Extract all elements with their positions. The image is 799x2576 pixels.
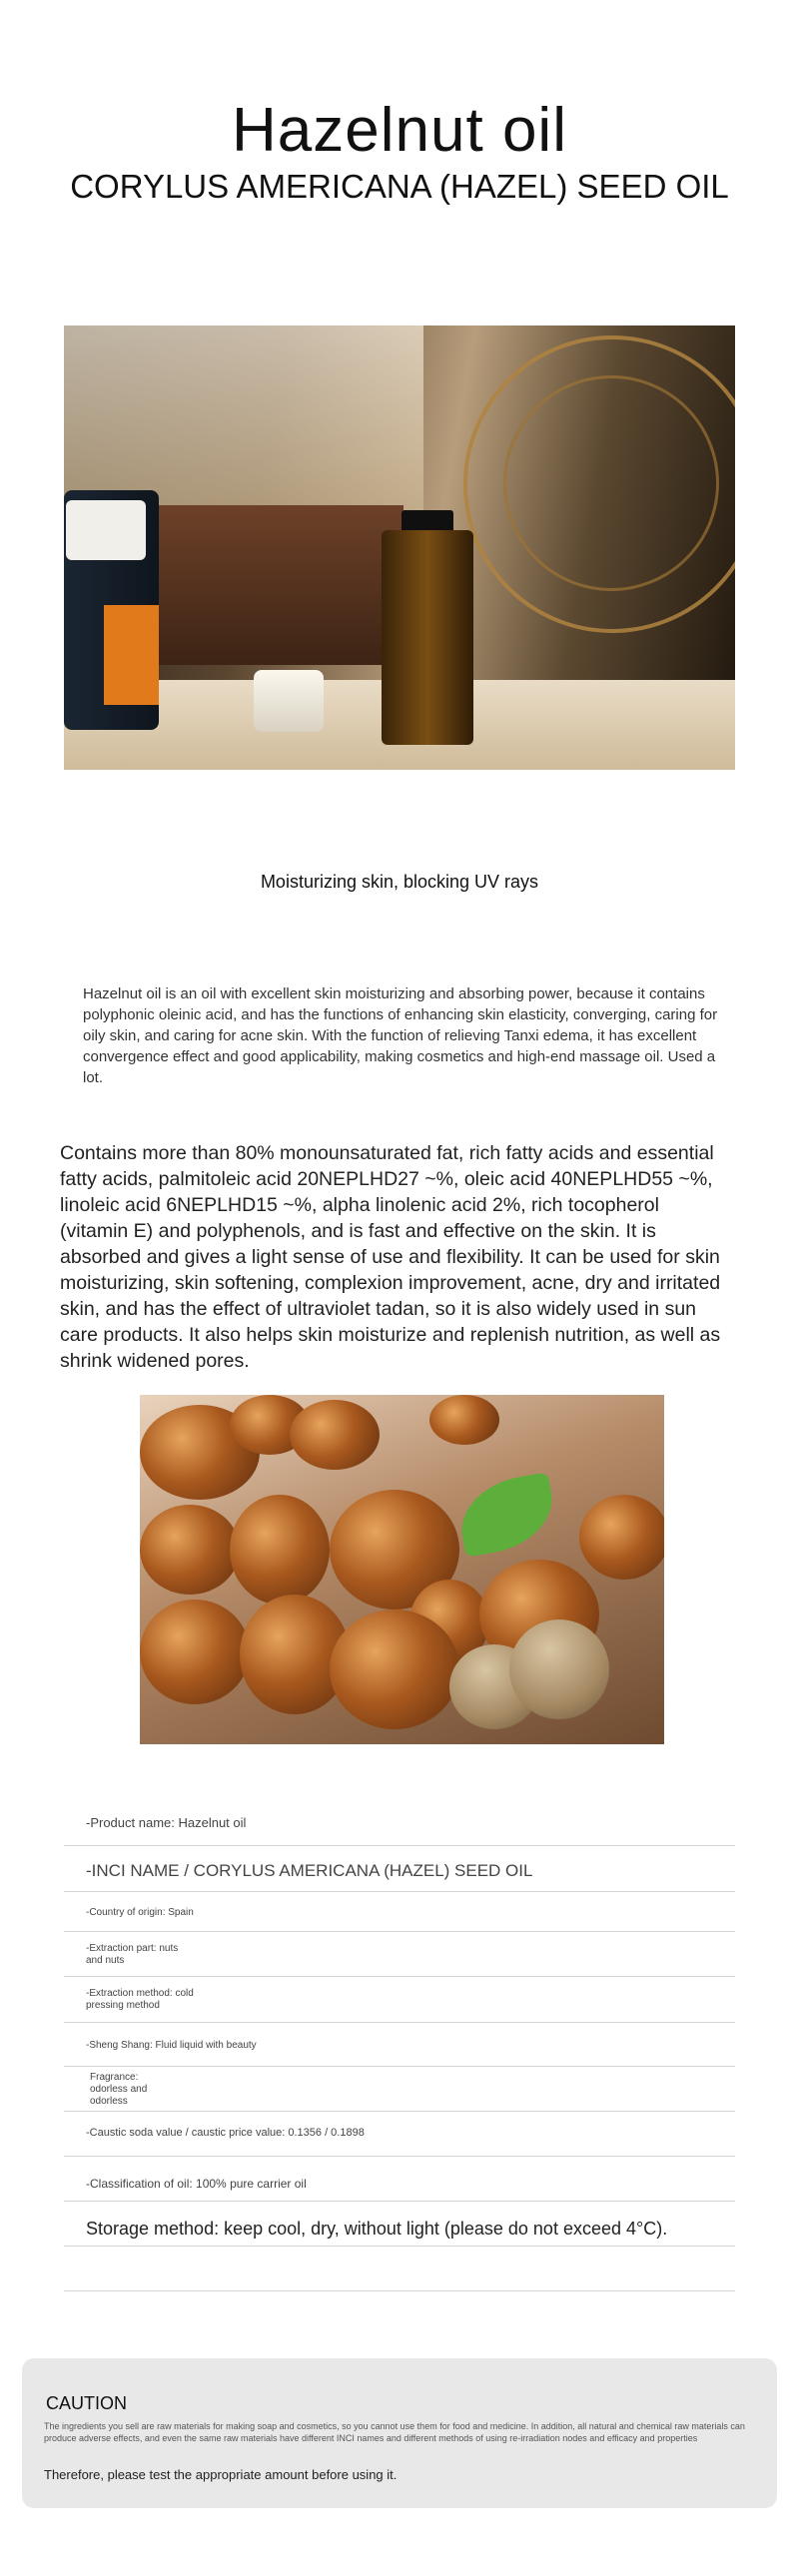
- spec-classification: -Classification of oil: 100% pure carrier oil: [86, 2177, 307, 2191]
- caution-title: CAUTION: [46, 2393, 127, 2413]
- spec-row-origin: [64, 1891, 735, 1932]
- spec-inci-name: -INCI NAME / CORYLUS AMERICANA (HAZEL) SEED OIL: [86, 1861, 533, 1880]
- spec-row-classification: [64, 2156, 735, 2202]
- spec-row-extraction-method: [64, 1976, 735, 2023]
- caution-footer: Therefore, please test the appropriate amount before using it.: [44, 2467, 398, 2482]
- intro-paragraph: Hazelnut oil is an oil with excellent skin moisturizing and absorbing power, because it contains polyphonic oleinic acid, and has the functions of enhancing skin elasticity, converging, caring for oily skin, and caring for acne skin. With the function of relieving Tanxi edema, it has excellent convergence effect and good applicability, making cosmetics and high-end massage oil. Used a lot.: [83, 985, 718, 1086]
- spec-product-name: -Product name: Hazelnut oil: [86, 1815, 247, 1830]
- spec-row-extraction-part: [64, 1931, 735, 1977]
- spec-storage: Storage method: keep cool, dry, without light (please do not exceed 4°C).: [86, 2219, 668, 2239]
- spec-row-inci: [64, 1845, 735, 1892]
- hero-product-photo: [64, 325, 735, 770]
- caution-box: [22, 2358, 777, 2508]
- caution-body: The ingredients you sell are raw materials for making soap and cosmetics, so you cannot use them for food and medicine. In addition, all natural and chemical raw materials can produce adverse effects, and even the same raw materials have different INCI names and different methods of using re-irradiation nodes and efficacy and properties: [44, 2421, 745, 2443]
- spec-row-storage: [64, 2201, 735, 2247]
- hazelnut-photo: [140, 1395, 664, 1744]
- spec-extraction-part: -Extraction part: nuts and nuts: [86, 1943, 179, 1966]
- detail-paragraph: Contains more than 80% monounsaturated fat, rich fatty acids and essential fatty acids, palmitoleic acid 20NEPLHD27 ~%, oleic acid 40NEPLHD55 ~%, linoleic acid 6NEPLHD15 ~%, alpha linolenic acid 2%, rich tocopherol (vitamin E) and polyphenols, and is fast and effective on the skin. It is absorbed and gives a light sense of use and flexibility. It can be used for skin moisturizing, skin softening, complexion improvement, acne, dry and irritated skin, and has the effect of ultraviolet tadan, so it is also widely used in sun care products. It also helps skin moisturize and replenish nutrition, as well as shrink widened pores.: [60, 1142, 721, 1372]
- spec-row-sheng-shang: [64, 2022, 735, 2067]
- spec-fragrance: Fragrance: odorless and odorless: [90, 2072, 148, 2107]
- spec-caustic-value: -Caustic soda value / caustic price value: 0.1356 / 0.1898: [86, 2127, 365, 2139]
- spec-origin: -Country of origin: Spain: [86, 1907, 194, 1918]
- tagline: Moisturizing skin, blocking UV rays: [260, 872, 539, 892]
- spec-row-empty: [64, 2246, 735, 2291]
- inci-subtitle: CORYLUS AMERICANA (HAZEL) SEED OIL: [70, 168, 729, 205]
- spec-sheng-shang: -Sheng Shang: Fluid liquid with beauty: [86, 2040, 257, 2051]
- spec-extraction-method: -Extraction method: cold pressing method: [86, 1988, 194, 2011]
- spec-row-caustic: [64, 2111, 735, 2157]
- spec-row-fragrance: [64, 2066, 735, 2112]
- page-title: Hazelnut oil: [232, 96, 567, 165]
- spec-row-product-name: [64, 1799, 735, 1846]
